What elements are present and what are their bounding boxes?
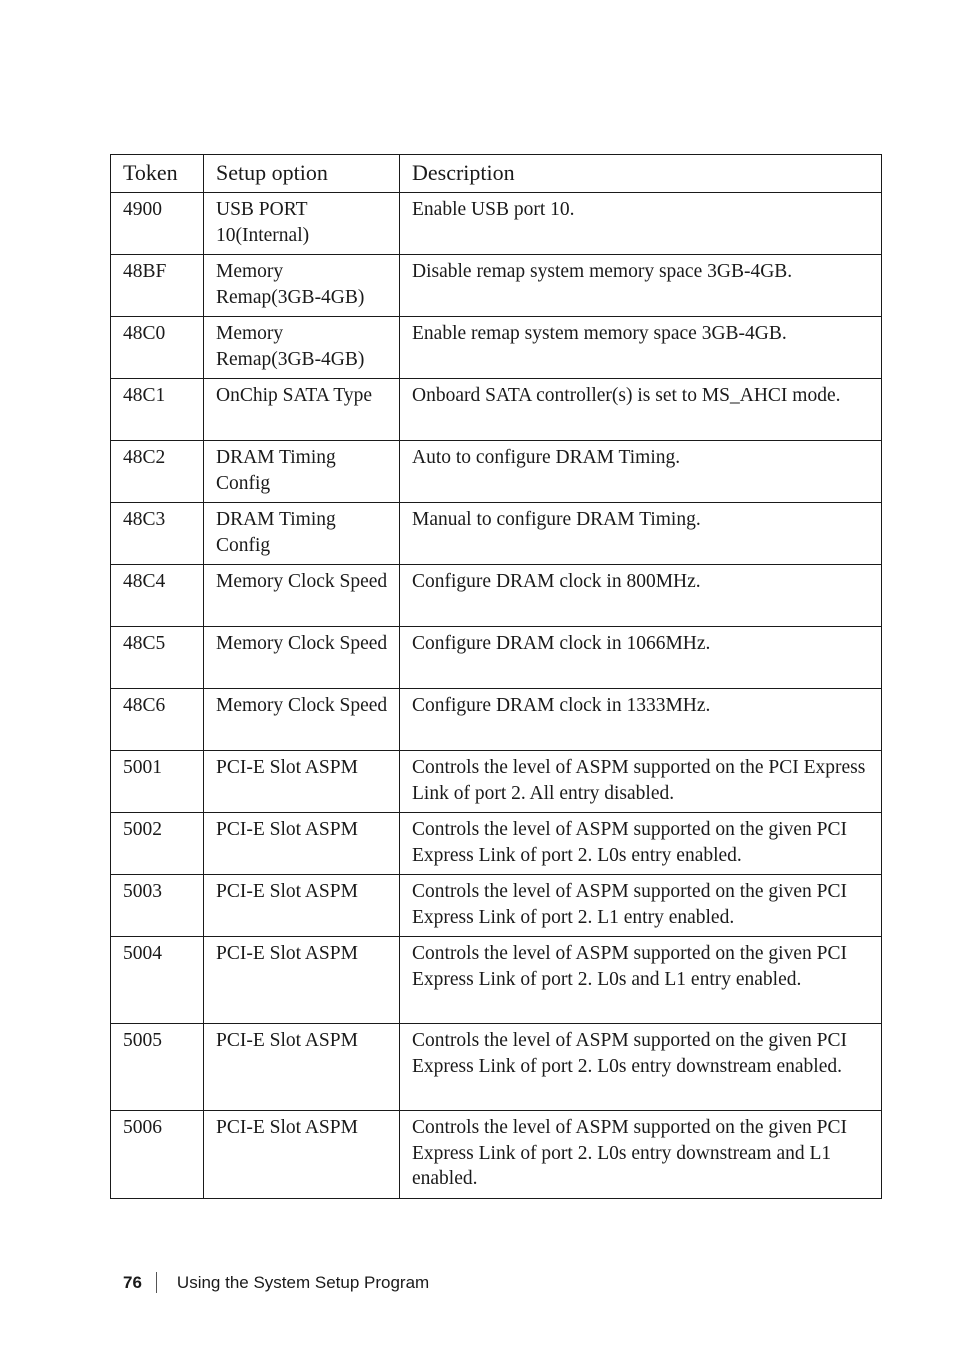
token-cell: 48C1 <box>111 379 204 441</box>
option-cell: DRAM Timing Config <box>204 503 400 565</box>
header-setup-option: Setup option <box>204 155 400 193</box>
table-row <box>111 317 882 379</box>
header-description: Description <box>400 155 882 193</box>
option-cell: Memory Clock Speed <box>204 689 400 751</box>
description-cell: Disable remap system memory space 3GB-4GB. <box>400 255 882 317</box>
token-cell: 5004 <box>111 937 204 1024</box>
table-row <box>111 813 882 875</box>
section-title: Using the System Setup Program <box>176 1272 430 1292</box>
page-number: 76 <box>123 1272 142 1292</box>
page-footer <box>123 1272 429 1293</box>
table-header-row <box>111 155 882 193</box>
description-cell: Configure DRAM clock in 800MHz. <box>400 565 882 627</box>
option-cell: PCI-E Slot ASPM <box>204 813 400 875</box>
table-row <box>111 379 882 441</box>
option-cell: PCI-E Slot ASPM <box>204 1111 400 1199</box>
description-cell: Enable USB port 10. <box>400 193 882 255</box>
header-token: Token <box>111 155 204 193</box>
description-cell: Configure DRAM clock in 1333MHz. <box>400 689 882 751</box>
description-cell: Auto to configure DRAM Timing. <box>400 441 882 503</box>
table-row <box>111 875 882 937</box>
table-row <box>111 627 882 689</box>
table-row <box>111 503 882 565</box>
description-cell: Manual to configure DRAM Timing. <box>400 503 882 565</box>
footer-divider <box>156 1272 157 1293</box>
description-cell: Controls the level of ASPM supported on the given PCI Express Link of port 2. L0s entry downstream and L1 enabled. <box>400 1111 882 1199</box>
token-cell: 4900 <box>111 193 204 255</box>
description-cell: Controls the level of ASPM supported on the PCI Express Link of port 2. All entry disabled. <box>400 751 882 813</box>
description-cell: Onboard SATA controller(s) is set to MS_AHCI mode. <box>400 379 882 441</box>
table-row <box>111 689 882 751</box>
option-cell: USB PORT 10(Internal) <box>204 193 400 255</box>
token-cell: 5002 <box>111 813 204 875</box>
option-cell: PCI-E Slot ASPM <box>204 1024 400 1111</box>
token-cell: 48C2 <box>111 441 204 503</box>
token-table <box>110 154 882 1199</box>
option-cell: PCI-E Slot ASPM <box>204 937 400 1024</box>
token-cell: 5006 <box>111 1111 204 1199</box>
token-cell: 48C3 <box>111 503 204 565</box>
description-cell: Controls the level of ASPM supported on the given PCI Express Link of port 2. L0s and L1 entry enabled. <box>400 937 882 1024</box>
option-cell: Memory Clock Speed <box>204 627 400 689</box>
token-cell: 48C0 <box>111 317 204 379</box>
option-cell: OnChip SATA Type <box>204 379 400 441</box>
table-row <box>111 1024 882 1111</box>
option-cell: DRAM Timing Config <box>204 441 400 503</box>
description-cell: Controls the level of ASPM supported on the given PCI Express Link of port 2. L0s entry downstream enabled. <box>400 1024 882 1111</box>
table-row <box>111 255 882 317</box>
option-cell: Memory Clock Speed <box>204 565 400 627</box>
option-cell: Memory Remap(3GB-4GB) <box>204 317 400 379</box>
option-cell: PCI-E Slot ASPM <box>204 875 400 937</box>
option-cell: PCI-E Slot ASPM <box>204 751 400 813</box>
table-row <box>111 441 882 503</box>
description-cell: Enable remap system memory space 3GB-4GB. <box>400 317 882 379</box>
table-row <box>111 937 882 1024</box>
token-cell: 48C4 <box>111 565 204 627</box>
token-cell: 5003 <box>111 875 204 937</box>
token-cell: 5001 <box>111 751 204 813</box>
token-cell: 48BF <box>111 255 204 317</box>
description-cell: Controls the level of ASPM supported on the given PCI Express Link of port 2. L0s entry enabled. <box>400 813 882 875</box>
option-cell: Memory Remap(3GB-4GB) <box>204 255 400 317</box>
token-cell: 48C5 <box>111 627 204 689</box>
table-row <box>111 193 882 255</box>
token-cell: 48C6 <box>111 689 204 751</box>
table-row <box>111 1111 882 1199</box>
description-cell: Configure DRAM clock in 1066MHz. <box>400 627 882 689</box>
token-cell: 5005 <box>111 1024 204 1111</box>
table-row <box>111 565 882 627</box>
description-cell: Controls the level of ASPM supported on the given PCI Express Link of port 2. L1 entry enabled. <box>400 875 882 937</box>
table-row <box>111 751 882 813</box>
